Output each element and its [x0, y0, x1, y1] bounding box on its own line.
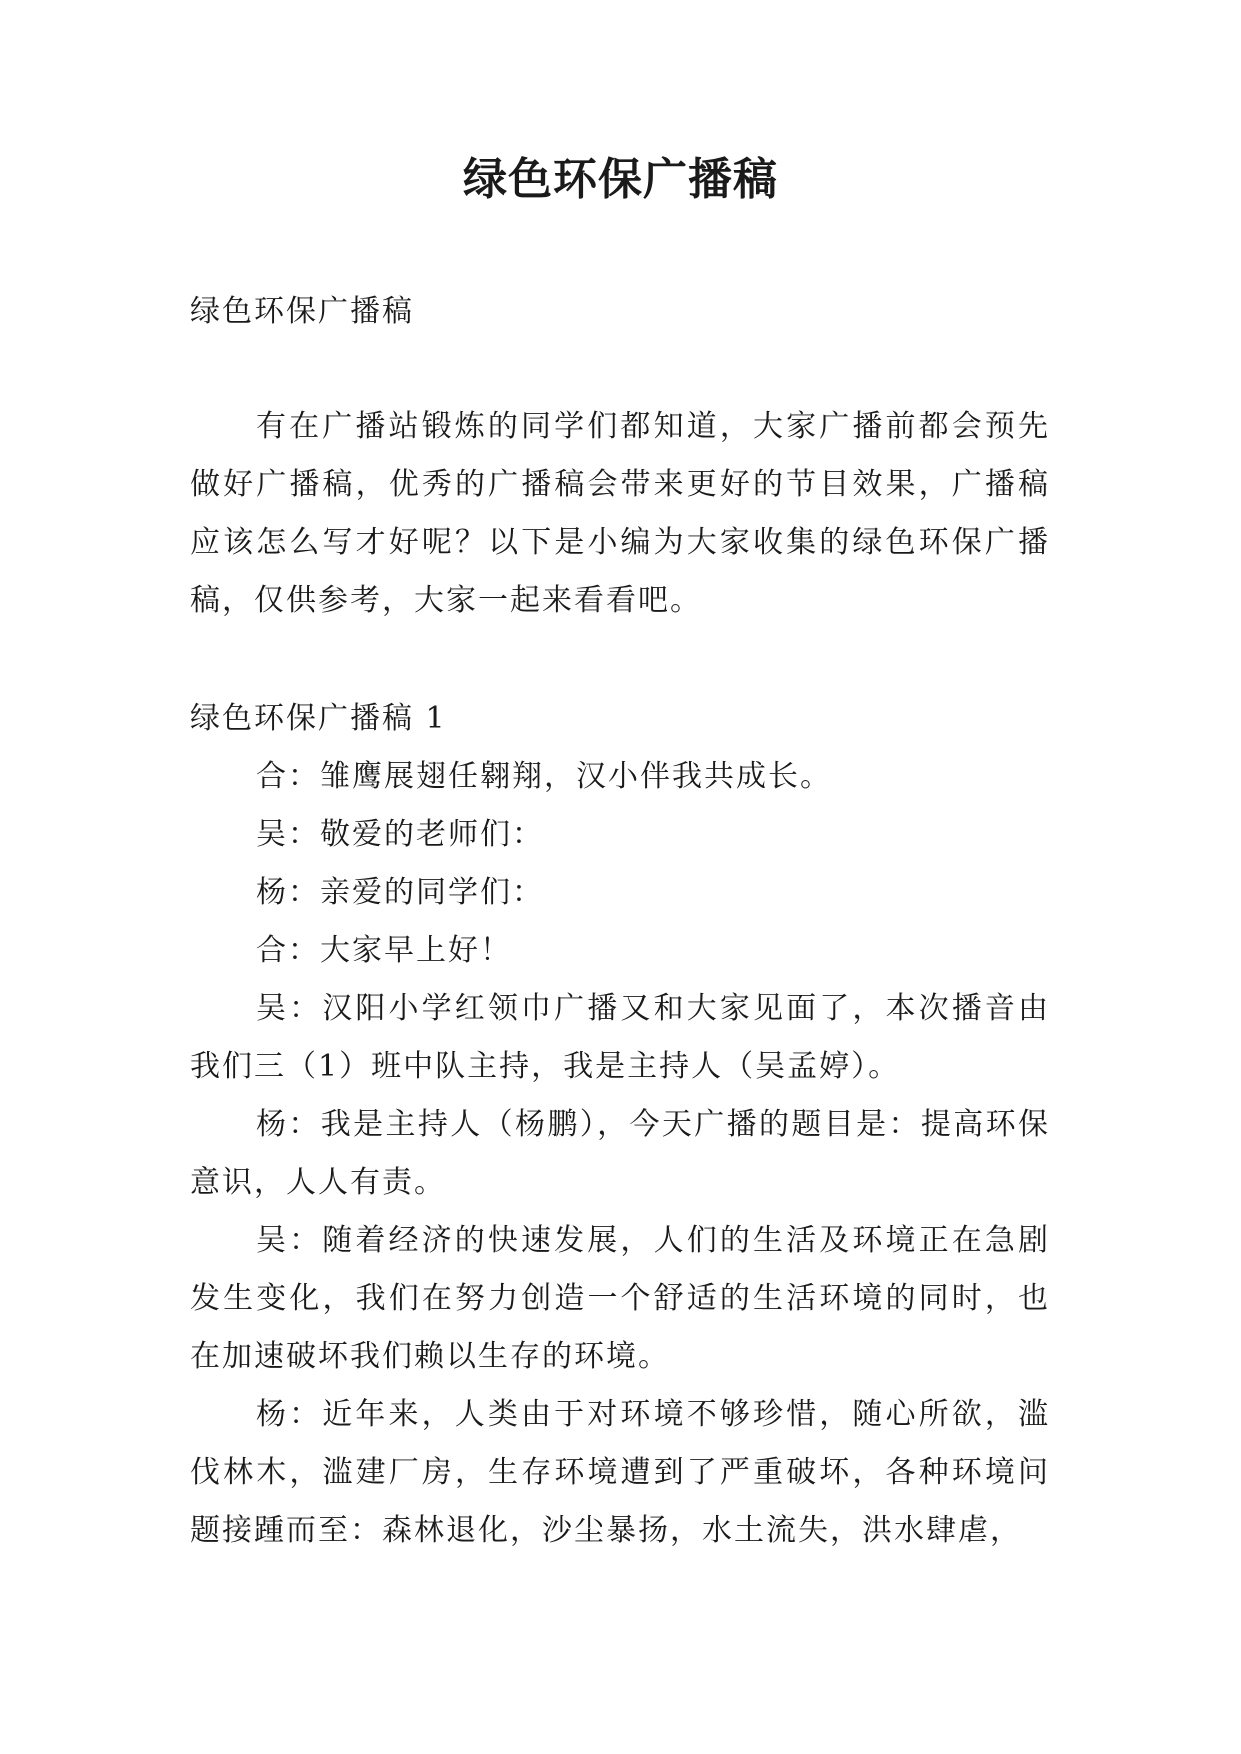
dialogue-line: 吴：敬爱的老师们：	[256, 817, 544, 852]
dialogue-line: 吴：随着经济的快速发展，人们的生活及环境正在急剧发生变化，我们在努力创造一个舒适的生活环境的同时，也在加速破坏我们赖以生存的环境。	[190, 1223, 1050, 1374]
section-heading: 绿色环保广播稿 1	[190, 701, 447, 736]
dialogue-line: 吴：汉阳小学红领巾广播又和大家见面了，本次播音由我们三（1）班中队主持，我是主持人（吴孟婷）。	[190, 991, 1050, 1084]
document-title: 绿色环保广播稿	[463, 154, 778, 205]
document-subtitle: 绿色环保广播稿	[190, 294, 414, 329]
intro-paragraph: 有在广播站锻炼的同学们都知道，大家广播前都会预先做好广播稿，优秀的广播稿会带来更好的节目效果，广播稿应该怎么写才好呢？以下是小编为大家收集的绿色环保广播稿，仅供参考，大家一起来看看吧。	[190, 409, 1050, 618]
dialogue-line: 合：雏鹰展翅任翱翔，汉小伴我共成长。	[256, 759, 832, 794]
dialogue-line: 杨：我是主持人（杨鹏），今天广播的题目是：提高环保意识，人人有责。	[190, 1107, 1050, 1200]
dialogue-line: 杨：近年来，人类由于对环境不够珍惜，随心所欲，滥伐林木，滥建厂房，生存环境遭到了严重破坏，各种环境问题接踵而至：森林退化，沙尘暴扬，水土流失，洪水肆虐，	[190, 1397, 1050, 1548]
dialogue-line: 杨：亲爱的同学们：	[256, 875, 544, 910]
dialogue-line: 合：大家早上好！	[256, 933, 512, 968]
dialogue-section	[190, 748, 1050, 1560]
